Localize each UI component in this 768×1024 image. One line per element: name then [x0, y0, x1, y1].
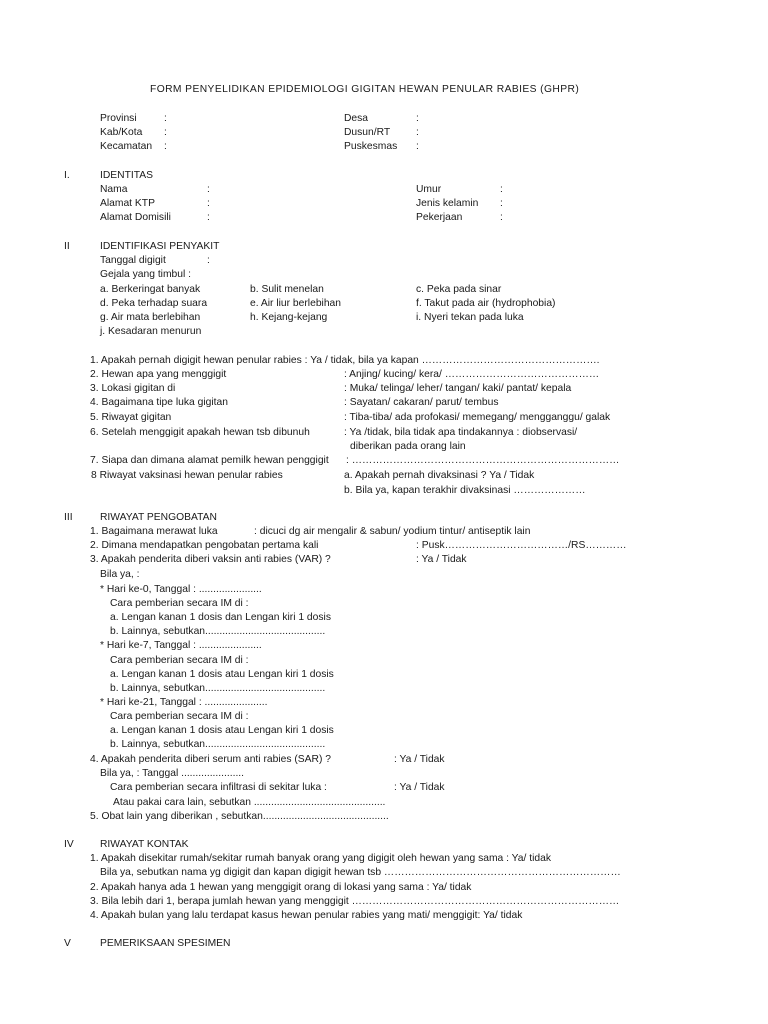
cara-pemberian-1: Cara pemberian secara IM di : [110, 598, 249, 609]
s2-answer-6-cont: diberikan pada orang lain [350, 441, 466, 452]
section-4-heading: RIWAYAT KONTAK [100, 839, 189, 850]
s3-question-4: 4. Apakah penderita diberi serum anti rabies (SAR) ? [90, 754, 331, 765]
hari-7-option-b: b. Lainnya, sebutkan.......................................... [110, 683, 326, 694]
tanggal-digigit-label: Tanggal digigit [100, 255, 166, 266]
s2-answer-5: : Tiba-tiba/ ada profokasi/ memegang/ mengganggu/ galak [344, 412, 611, 423]
gejala-d: d. Peka terhadap suara [100, 298, 208, 309]
form-title: FORM PENYELIDIKAN EPIDEMIOLOGI GIGITAN HEWAN PENULAR RABIES (GHPR) [150, 84, 580, 95]
gejala-a: a. Berkeringat banyak [100, 284, 201, 295]
kecamatan-colon: : [164, 141, 167, 152]
provinsi-label: Provinsi [100, 113, 137, 124]
cara-pemberian-3: Cara pemberian secara IM di : [110, 711, 249, 722]
s3-question-3: 3. Apakah penderita diberi vaksin anti rabies (VAR) ? [90, 554, 331, 565]
s3-answer-1: : dicuci dg air mengalir & sabun/ yodium tintur/ antiseptik lain [254, 526, 531, 537]
kecamatan-label: Kecamatan [100, 141, 153, 152]
s3-question-1: 1. Bagaimana merawat luka [90, 526, 218, 537]
gejala-h: h. Kejang-kejang [250, 312, 328, 323]
s2-question-4: 4. Bagaimana tipe luka gigitan [90, 397, 228, 408]
alamat-ktp-label: Alamat KTP [100, 198, 155, 209]
bila-ya-tanggal: Bila ya, : Tanggal ...................... [100, 768, 245, 779]
hari-21-option-b: b. Lainnya, sebutkan.......................................... [110, 739, 326, 750]
s2-question-3: 3. Lokasi gigitan di [90, 383, 176, 394]
alamat-domisili-label: Alamat Domisili [100, 212, 171, 223]
s2-question-6: 6. Setelah menggigit apakah hewan tsb dibunuh [90, 427, 310, 438]
bila-ya-label: Bila ya, : [100, 569, 140, 580]
s3-answer-3: : Ya / Tidak [416, 554, 467, 565]
puskesmas-label: Puskesmas [344, 141, 398, 152]
kabkota-colon: : [164, 127, 167, 138]
s2-answer-2: : Anjing/ kucing/ kera/ ……………………………………… [344, 369, 600, 380]
gejala-i: i. Nyeri tekan pada luka [416, 312, 524, 323]
hari-0-option-a: a. Lengan kanan 1 dosis dan Lengan kiri 1 dosis [110, 612, 331, 623]
s2-question-7: 7. Siapa dan dimana alamat pemilk hewan penggigit [90, 455, 329, 466]
hari-0-option-b: b. Lainnya, sebutkan.......................................... [110, 626, 326, 637]
nama-colon: : [207, 184, 210, 195]
section-4-number: IV [64, 839, 74, 850]
s2-answer-8a: a. Apakah pernah divaksinasi ? Ya / Tidak [344, 470, 535, 481]
s2-question-8: 8 Riwayat vaksinasi hewan penular rabies [91, 470, 283, 481]
jenis-kelamin-label: Jenis kelamin [416, 198, 479, 209]
s2-question-2: 2. Hewan apa yang menggigit [90, 369, 227, 380]
s4-question-1: 1. Apakah disekitar rumah/sekitar rumah banyak orang yang digigit oleh hewan yang sama : Ya/ tidak [90, 853, 551, 864]
section-2-number: II [64, 241, 70, 252]
s2-answer-3: : Muka/ telinga/ leher/ tangan/ kaki/ pantat/ kepala [344, 383, 572, 394]
gejala-label: Gejala yang timbul : [100, 269, 192, 280]
gejala-j: j. Kesadaran menurun [100, 326, 202, 337]
provinsi-colon: : [164, 113, 167, 124]
section-5-number: V [64, 938, 71, 949]
s4-question-3: 3. Bila lebih dari 1, berapa jumlah hewan yang menggigit …………………………………………………………………… [90, 896, 620, 907]
s2-answer-8b: b. Bila ya, kapan terakhir divaksinasi ………………… [344, 485, 586, 496]
section-3-number: III [64, 512, 73, 523]
gejala-b: b. Sulit menelan [250, 284, 324, 295]
s4-question-1b: Bila ya, sebutkan nama yg digigit dan kapan digigit hewan tsb …………………………………………………………… [100, 867, 621, 878]
s2-answer-4: : Sayatan/ cakaran/ parut/ tembus [344, 397, 499, 408]
jenis-kelamin-colon: : [500, 198, 503, 209]
gejala-f: f. Takut pada air (hydrophobia) [416, 298, 556, 309]
s3-answer-2: : Pusk………………………………/RS………… [416, 540, 627, 551]
umur-label: Umur [416, 184, 442, 195]
section-2-heading: IDENTIFIKASI PENYAKIT [100, 241, 220, 252]
s4-question-2: 2. Apakah hanya ada 1 hewan yang menggigit orang di lokasi yang sama : Ya/ tidak [90, 882, 472, 893]
alamat-domisili-colon: : [207, 212, 210, 223]
dusun-label: Dusun/RT [344, 127, 391, 138]
nama-label: Nama [100, 184, 128, 195]
infiltrasi-answer: : Ya / Tidak [394, 782, 445, 793]
gejala-e: e. Air liur berlebihan [250, 298, 342, 309]
s3-answer-4: : Ya / Tidak [394, 754, 445, 765]
gejala-g: g. Air mata berlebihan [100, 312, 201, 323]
cara-pemberian-2: Cara pemberian secara IM di : [110, 655, 249, 666]
puskesmas-colon: : [416, 141, 419, 152]
gejala-c: c. Peka pada sinar [416, 284, 502, 295]
desa-label: Desa [344, 113, 369, 124]
hari-7-row: * Hari ke-7, Tanggal : ...................... [100, 640, 262, 651]
hari-21-row: * Hari ke-21, Tanggal : ...................... [100, 697, 268, 708]
section-5-heading: PEMERIKSAAN SPESIMEN [100, 938, 231, 949]
s4-question-4: 4. Apakah bulan yang lalu terdapat kasus hewan penular rabies yang mati/ menggigit: Ya/ tidak [90, 910, 523, 921]
section-3-heading: RIWAYAT PENGOBATAN [100, 512, 217, 523]
s2-question-1: 1. Apakah pernah digigit hewan penular rabies : Ya / tidak, bila ya kapan ……………………………………………. [90, 355, 600, 366]
s3-question-2: 2. Dimana mendapatkan pengobatan pertama kali [90, 540, 319, 551]
cara-lain-label: Atau pakai cara lain, sebutkan .............................................. [113, 797, 386, 808]
kabkota-label: Kab/Kota [100, 127, 143, 138]
hari-7-option-a: a. Lengan kanan 1 dosis atau Lengan kiri 1 dosis [110, 669, 334, 680]
s2-answer-6: : Ya /tidak, bila tidak apa tindakannya : diobservasi/ [344, 427, 578, 438]
infiltrasi-label: Cara pemberian secara infiltrasi di sekitar luka : [110, 782, 327, 793]
tanggal-digigit-colon: : [207, 255, 210, 266]
hari-0-row: * Hari ke-0, Tanggal : ...................... [100, 584, 262, 595]
section-1-heading: IDENTITAS [100, 170, 154, 181]
section-1-number: I. [64, 170, 70, 181]
dusun-colon: : [416, 127, 419, 138]
umur-colon: : [500, 184, 503, 195]
alamat-ktp-colon: : [207, 198, 210, 209]
s2-answer-7: : …………………………………………………………………… [346, 455, 620, 466]
s3-question-5: 5. Obat lain yang diberikan , sebutkan............................................ [90, 811, 389, 822]
desa-colon: : [416, 113, 419, 124]
hari-21-option-a: a. Lengan kanan 1 dosis atau Lengan kiri 1 dosis [110, 725, 334, 736]
pekerjaan-label: Pekerjaan [416, 212, 463, 223]
pekerjaan-colon: : [500, 212, 503, 223]
s2-question-5: 5. Riwayat gigitan [90, 412, 172, 423]
